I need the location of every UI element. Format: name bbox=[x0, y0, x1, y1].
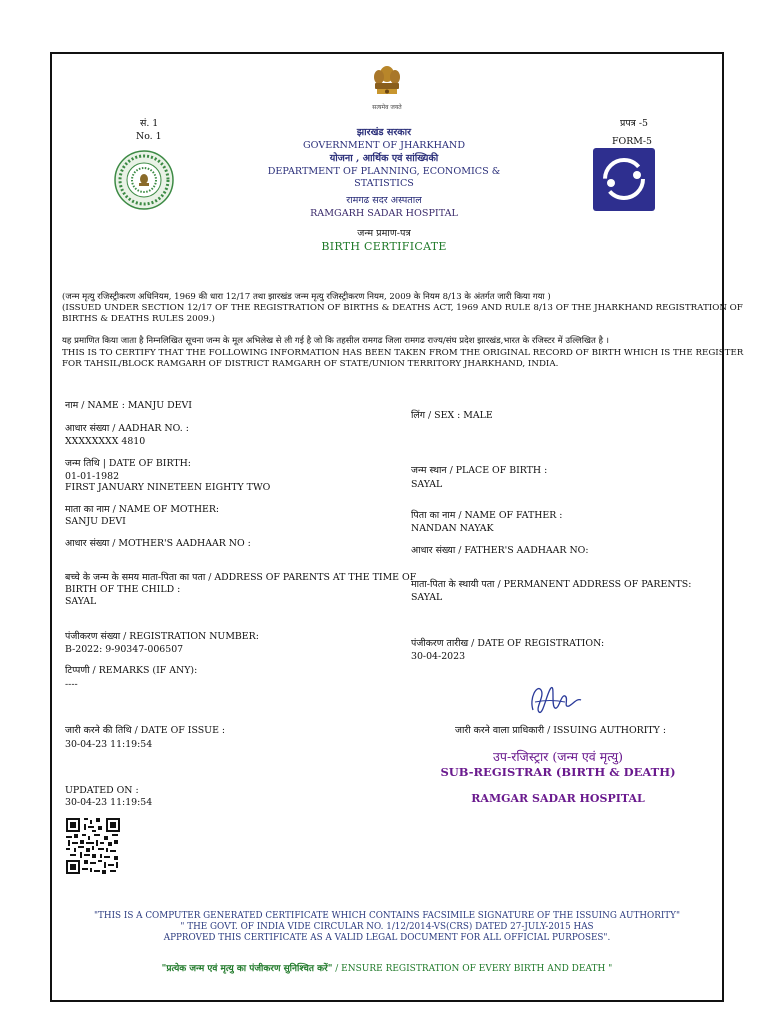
place-of-birth-value: SAYAL bbox=[411, 479, 443, 490]
registration-number-value: B-2022: 9-90347-006507 bbox=[65, 644, 184, 655]
footer-note-line2: " THE GOVT. OF INDIA VIDE CIRCULAR NO. 1/12/2014-VS(CRS) DATED 27-JULY-2015 HAS bbox=[180, 922, 594, 932]
registration-date-value: 30-04-2023 bbox=[411, 651, 466, 662]
issued-under-hindi: (जन्म मृत्यु रजिस्ट्रीकरण अधिनियम, 1969 की धारा 12/17 तथा झारखंड जन्म मृत्यु रजिस्ट्रीकरण नियम, 2009 के नियम 8/13 के अंतर्गत जारी किया गया ) bbox=[62, 292, 551, 302]
remarks-value: ---- bbox=[65, 679, 78, 690]
issued-under-english-line1: (ISSUED UNDER SECTION 12/17 OF THE REGISTRATION OF BIRTHS & DEATHS ACT, 1969 AND RULE 8/13 OF THE JHARKHAND REGISTRATION OF bbox=[62, 303, 743, 313]
dob-value: 01-01-1982 bbox=[65, 471, 120, 482]
hospital-english: RAMGARH SADAR HOSPITAL bbox=[310, 208, 458, 219]
name-field: नाम / NAME : MANJU DEVI bbox=[65, 400, 192, 411]
mother-name-value: SANJU DEVI bbox=[65, 516, 126, 527]
birth-address-label-line2: BIRTH OF THE CHILD : bbox=[65, 584, 181, 595]
department-hindi: योजना , आर्थिक एवं सांख्यिकी bbox=[329, 153, 439, 164]
updated-on-label: UPDATED ON : bbox=[65, 785, 139, 796]
place-of-birth-label: जन्म स्थान / PLACE OF BIRTH : bbox=[411, 465, 548, 476]
emblem-motto: सत्यमेव जयते bbox=[372, 104, 402, 111]
form-hindi: प्रपत्र -5 bbox=[620, 118, 648, 129]
footer-note-line1: "THIS IS A COMPUTER GENERATED CERTIFICATE WHICH CONTAINS FACSIMILE SIGNATURE OF THE ISSUING AUTHORITY" bbox=[93, 911, 681, 921]
mother-name-label: माता का नाम / NAME OF MOTHER: bbox=[65, 504, 220, 515]
registration-date-label: पंजीकरण तारीख / DATE OF REGISTRATION: bbox=[411, 638, 605, 649]
issue-date-label: जारी करने की तिथि / DATE OF ISSUE : bbox=[65, 725, 226, 736]
certify-english-line2: FOR TAHSIL/BLOCK RAMGARH OF DISTRICT RAMGARH OF STATE/UNION TERRITORY JHARKHAND, INDIA. bbox=[62, 359, 559, 369]
ashoka-emblem-icon bbox=[370, 64, 404, 104]
issued-under-english-line2: BIRTHS & DEATHS RULES 2009.) bbox=[62, 314, 215, 324]
stamp-subregistrar-hindi: उप-रजिस्ट्रार (जन्म एवं मृत्यु) bbox=[493, 749, 623, 764]
serial-hindi: सं. 1 bbox=[140, 118, 159, 129]
birth-address-label-line1: बच्चे के जन्म के समय माता-पिता का पता / ADDRESS OF PARENTS AT THE TIME OF bbox=[65, 572, 417, 583]
father-name-label: पिता का नाम / NAME OF FATHER : bbox=[411, 510, 563, 521]
serial-english: No. 1 bbox=[136, 131, 162, 142]
jharkhand-seal-icon bbox=[114, 150, 174, 210]
department-english-line1: DEPARTMENT OF PLANNING, ECONOMICS & bbox=[267, 166, 501, 177]
certify-hindi: यह प्रमाणित किया जाता है निम्नलिखित सूचना जन्म के मूल अभिलेख से ली गई है जो कि तहसील रामगढ जिला रामगढ राज्य/संघ प्रदेश झारखंड,भारत के रजिस्टर में उल्लिखित है । bbox=[62, 336, 609, 346]
registration-number-label: पंजीकरण संख्या / REGISTRATION NUMBER: bbox=[65, 631, 259, 642]
form-english: FORM-5 bbox=[612, 136, 652, 147]
permanent-address-label: माता-पिता के स्थायी पता / PERMANENT ADDRESS OF PARENTS: bbox=[411, 579, 692, 590]
state-hindi: झारखंड सरकार bbox=[356, 127, 412, 138]
aadhar-value: XXXXXXXX 4810 bbox=[65, 436, 146, 447]
footer-slogan bbox=[50, 963, 724, 975]
department-english-line2: STATISTICS bbox=[354, 178, 414, 189]
stamp-subregistrar-english: SUB-REGISTRAR (BIRTH & DEATH) bbox=[440, 765, 676, 779]
remarks-label: टिप्पणी / REMARKS (IF ANY): bbox=[65, 665, 198, 676]
qr-code-icon bbox=[66, 818, 120, 874]
crs-logo-icon bbox=[593, 148, 655, 211]
footer-note-line3: APPROVED THIS CERTIFICATE AS A VALID LEGAL DOCUMENT FOR ALL OFFICIAL PURPOSES". bbox=[163, 933, 611, 943]
mother-aadhaar-label: आधार संख्या / MOTHER'S AADHAAR NO : bbox=[65, 538, 251, 549]
birth-address-value: SAYAL bbox=[65, 596, 97, 607]
dob-words: FIRST JANUARY NINETEEN EIGHTY TWO bbox=[65, 482, 271, 493]
state-english: GOVERNMENT OF JHARKHAND bbox=[302, 140, 466, 151]
stamp-hospital: RAMGAR SADAR HOSPITAL bbox=[471, 792, 645, 805]
sex-field: लिंग / SEX : MALE bbox=[411, 410, 493, 421]
aadhar-label: आधार संख्या / AADHAR NO. : bbox=[65, 423, 189, 434]
permanent-address-value: SAYAL bbox=[411, 592, 443, 603]
signature-icon bbox=[525, 680, 585, 718]
dob-label: जन्म तिथि | DATE OF BIRTH: bbox=[65, 458, 191, 469]
father-aadhaar-label: आधार संख्या / FATHER'S AADHAAR NO: bbox=[411, 545, 589, 556]
issue-date-value: 30-04-23 11:19:54 bbox=[65, 739, 153, 750]
footer-slogan-hindi: "प्रत्येक जन्म एवं मृत्यु का पंजीकरण सुनिश्चित करें" bbox=[161, 964, 333, 974]
hospital-hindi: रामगढ सदर अस्पताल bbox=[346, 195, 422, 206]
updated-on-value: 30-04-23 11:19:54 bbox=[65, 797, 153, 808]
issuing-authority-label: जारी करने वाला प्राधिकारी / ISSUING AUTHORITY : bbox=[455, 725, 667, 736]
certificate-title-hindi: जन्म प्रमाण-पत्र bbox=[357, 228, 411, 239]
certificate-title-english: BIRTH CERTIFICATE bbox=[321, 240, 447, 253]
certify-english-line1: THIS IS TO CERTIFY THAT THE FOLLOWING INFORMATION HAS BEEN TAKEN FROM THE ORIGINAL RECORD OF BIRTH WHICH IS THE REGISTER bbox=[62, 348, 744, 358]
footer-slogan-english: / ENSURE REGISTRATION OF EVERY BIRTH AND DEATH " bbox=[332, 964, 613, 974]
father-name-value: NANDAN NAYAK bbox=[411, 523, 494, 534]
